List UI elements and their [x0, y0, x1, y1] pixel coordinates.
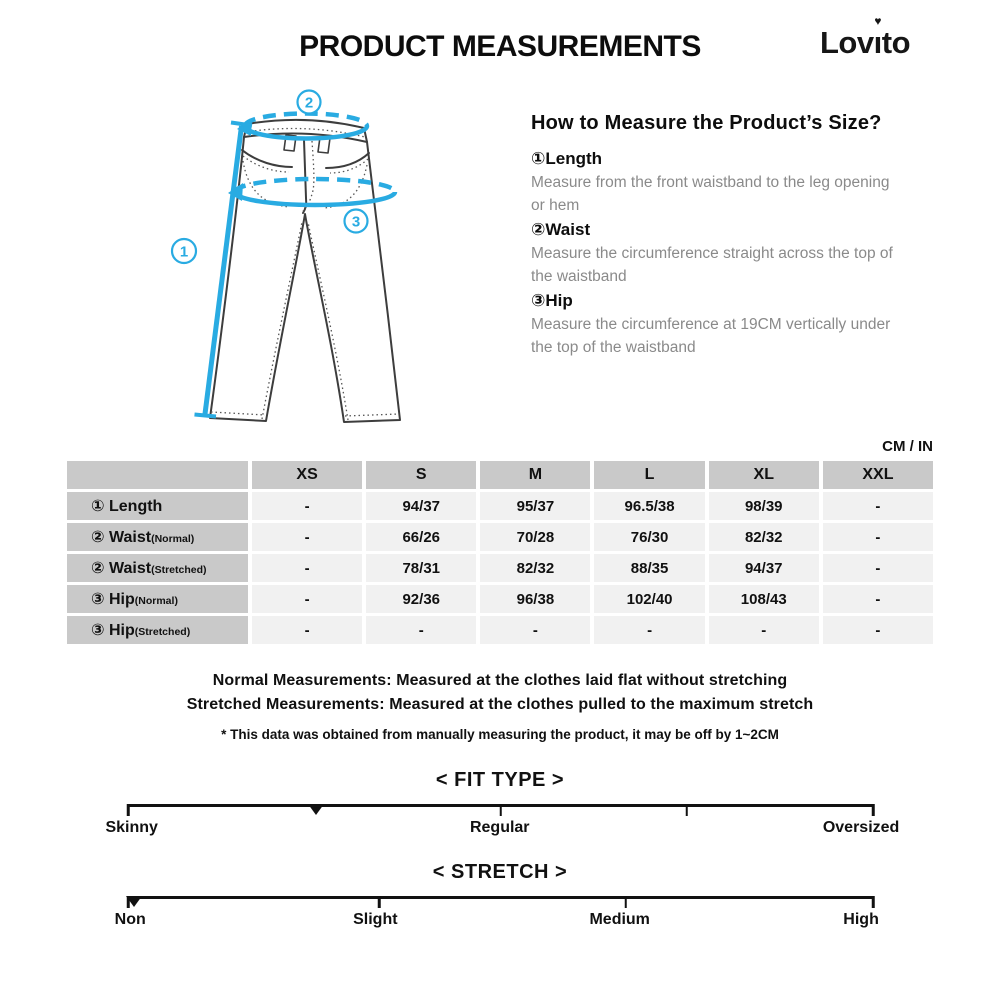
pants-diagram	[130, 85, 510, 445]
row-label-qualifier: (Stretched)	[134, 626, 191, 638]
measure-guide	[531, 112, 893, 360]
size-value: -	[823, 585, 933, 613]
scale-label: Oversized	[822, 819, 900, 836]
size-value: 70/28	[480, 523, 590, 551]
row-label-qualifier: (Stretched)	[151, 564, 207, 576]
size-value: 95/37	[480, 492, 590, 520]
page-title: PRODUCT MEASUREMENTS	[299, 30, 701, 63]
scale-label: Skinny	[105, 819, 158, 836]
scale-tick	[499, 804, 502, 816]
logo-text: to	[881, 25, 911, 60]
unit-label: CM / IN	[882, 438, 933, 455]
scale-tick	[378, 896, 381, 908]
size-value: 96.5/38	[594, 492, 704, 520]
svg-text:3: 3	[351, 213, 361, 231]
scale-marker-triangle	[126, 896, 142, 907]
row-label	[67, 492, 248, 520]
size-value: 82/32	[480, 554, 590, 582]
row-label-text: ③ Hip	[91, 591, 135, 608]
row-label-qualifier: (Normal)	[134, 595, 178, 607]
size-value: 92/36	[366, 585, 476, 613]
row-label-text: ② Waist	[91, 529, 152, 546]
heart-icon: ♥	[874, 14, 881, 28]
brand-logo	[820, 14, 911, 61]
fit-type-title: < FIT TYPE >	[435, 769, 565, 791]
stretch-labels	[114, 911, 879, 933]
size-value: -	[366, 616, 476, 644]
column-header: XS	[252, 461, 362, 489]
logo-letter-i: ı ♥	[873, 14, 882, 60]
guide-item-label: ①Length	[531, 149, 603, 168]
svg-text:2: 2	[304, 94, 314, 112]
table-corner-cell	[67, 461, 248, 489]
scale-tick	[624, 896, 627, 908]
size-value: 98/39	[709, 492, 819, 520]
row-label	[67, 523, 248, 551]
row-label-qualifier: (Normal)	[151, 533, 195, 545]
scale-label: Slight	[353, 911, 398, 928]
size-value: 78/31	[366, 554, 476, 582]
stretch-scale	[0, 861, 1000, 941]
note-disclaimer: * This data was obtained from manually measuring the product, it may be off by 1~2CM	[221, 727, 779, 742]
size-value: 96/38	[480, 585, 590, 613]
row-label	[67, 554, 248, 582]
guide-item-desc: Measure the circumference at 19CM vertically under the top of the waistband	[531, 316, 891, 356]
marker-3	[345, 210, 368, 233]
note-normal: Normal Measurements: Measured at the clothes laid flat without stretching	[212, 672, 788, 689]
size-value: -	[594, 616, 704, 644]
scale-tick	[872, 804, 875, 816]
column-header: XL	[709, 461, 819, 489]
size-value: 102/40	[594, 585, 704, 613]
size-table	[67, 461, 933, 644]
row-label-text: ② Waist	[91, 560, 152, 577]
scale-marker-triangle	[308, 804, 324, 815]
size-value: -	[252, 554, 362, 582]
size-value: -	[252, 616, 362, 644]
size-value: -	[252, 523, 362, 551]
size-value: 94/37	[366, 492, 476, 520]
note-stretched: Stretched Measurements: Measured at the clothes pulled to the maximum stretch	[186, 696, 814, 713]
column-header: S	[366, 461, 476, 489]
scale-label: Medium	[589, 911, 650, 928]
guide-item-label: ②Waist	[531, 220, 591, 239]
row-label-text: ① Length	[91, 498, 163, 515]
column-header: L	[594, 461, 704, 489]
measure-guide-items	[531, 147, 893, 359]
size-value: 108/43	[709, 585, 819, 613]
scale-label: Non	[114, 911, 146, 928]
size-value: -	[823, 523, 933, 551]
logo-text: Lov	[820, 25, 874, 60]
stretch-line	[128, 896, 873, 899]
size-value: 88/35	[594, 554, 704, 582]
row-label	[67, 616, 248, 644]
guide-item-desc: Measure from the front waistband to the leg opening or hem	[531, 174, 890, 214]
size-value: -	[252, 585, 362, 613]
size-value: -	[823, 554, 933, 582]
scale-tick	[127, 804, 130, 816]
column-header: M	[480, 461, 590, 489]
fit-type-labels	[105, 819, 900, 841]
guide-item-desc: Measure the circumference straight across the top of the waistband	[531, 245, 893, 285]
row-label	[67, 585, 248, 613]
size-value: 82/32	[709, 523, 819, 551]
scale-label: Regular	[469, 819, 530, 836]
scale-tick	[872, 896, 875, 908]
size-value: 66/26	[366, 523, 476, 551]
fit-type-scale	[0, 769, 1000, 849]
marker-1	[172, 239, 196, 263]
column-header: XXL	[823, 461, 933, 489]
size-value: -	[823, 616, 933, 644]
size-value: 94/37	[709, 554, 819, 582]
stretch-title: < STRETCH >	[432, 861, 568, 883]
size-value: 76/30	[594, 523, 704, 551]
measure-guide-heading: How to Measure the Product’s Size?	[531, 112, 882, 134]
size-value: -	[480, 616, 590, 644]
scale-label: High	[843, 911, 879, 928]
row-label-text: ③ Hip	[91, 622, 135, 639]
scale-tick	[686, 804, 689, 816]
size-value: -	[252, 492, 362, 520]
size-value: -	[823, 492, 933, 520]
guide-item-label: ③Hip	[531, 291, 573, 310]
marker-2	[298, 91, 321, 114]
fit-type-line	[128, 804, 873, 807]
size-value: -	[709, 616, 819, 644]
svg-text:1: 1	[179, 243, 189, 261]
